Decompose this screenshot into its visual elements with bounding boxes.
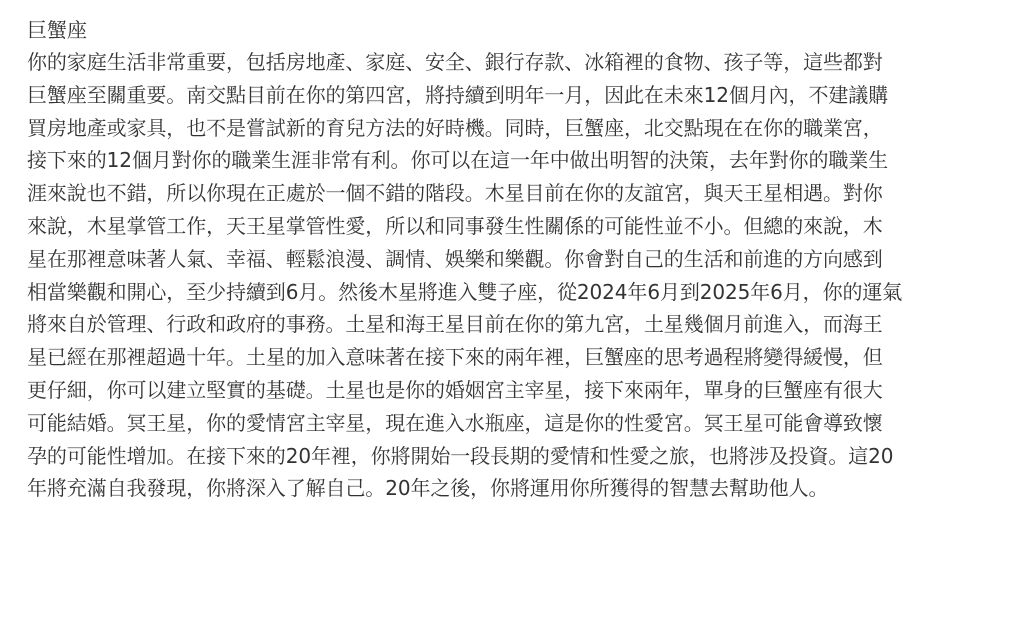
paragraph-line: 將來自於管理、行政和政府的事務。土星和海王星目前在你的第九宮，土星幾個月前進入，而海王 xyxy=(27,312,883,337)
paragraph-line: 相當樂觀和開心，至少持續到6月。然後木星將進入雙子座，從2024年6月到2025年6月，你的運氣 xyxy=(27,279,903,304)
paragraph-line: 你的家庭生活非常重要，包括房地產、家庭、安全、銀行存款、冰箱裡的食物、孩子等，這些都對 xyxy=(27,50,883,74)
paragraph-line: 孕的可能性增加。在接下來的20年裡，你將開始一段長期的愛情和性愛之旅，也將涉及投資。這20 xyxy=(27,443,894,468)
paragraph-line: 買房地產或家具，也不是嘗試新的育兒方法的好時機。同時，巨蟹座，北交點現在在你的職業宮， xyxy=(27,115,883,140)
paragraph-line: 來說，木星掌管工作，天王星掌管性愛，所以和同事發生性關係的可能性並不小。但總的來說，木 xyxy=(27,213,883,238)
paragraph-line: 可能結婚。冥王星，你的愛情宮主宰星，現在進入水瓶座，這是你的性愛宮。冥王星可能會導致懷 xyxy=(27,410,883,435)
paragraph-line: 星已經在那裡超過十年。土星的加入意味著在接下來的兩年裡，巨蟹座的思考過程將變得緩慢，但 xyxy=(27,345,883,370)
paragraph-line: 接下來的12個月對你的職業生涯非常有利。你可以在這一年中做出明智的決策，去年對你的職業生 xyxy=(27,148,889,173)
paragraph-line: 巨蟹座至關重要。南交點目前在你的第四宮，將持續到明年一月，因此在未來12個月內，不建議購 xyxy=(27,82,889,107)
paragraph-line: 星在那裡意味著人氣、幸福、輕鬆浪漫、調情、娛樂和樂觀。你會對自己的生活和前進的方向感到 xyxy=(27,246,883,271)
paragraph-line: 更仔細，你可以建立堅實的基礎。土星也是你的婚姻宮主宰星，接下來兩年，單身的巨蟹座有很大 xyxy=(27,377,883,402)
article-title: 巨蟹座 xyxy=(27,18,87,42)
paragraph-line: 年將充滿自我發現，你將深入了解自己。20年之後，你將運用你所獲得的智慧去幫助他人。 xyxy=(27,476,829,501)
article-body xyxy=(27,14,1007,505)
paragraph-line: 涯來說也不錯，所以你現在正處於一個不錯的階段。木星目前在你的友誼宮，與天王星相遇。對你 xyxy=(27,181,883,206)
